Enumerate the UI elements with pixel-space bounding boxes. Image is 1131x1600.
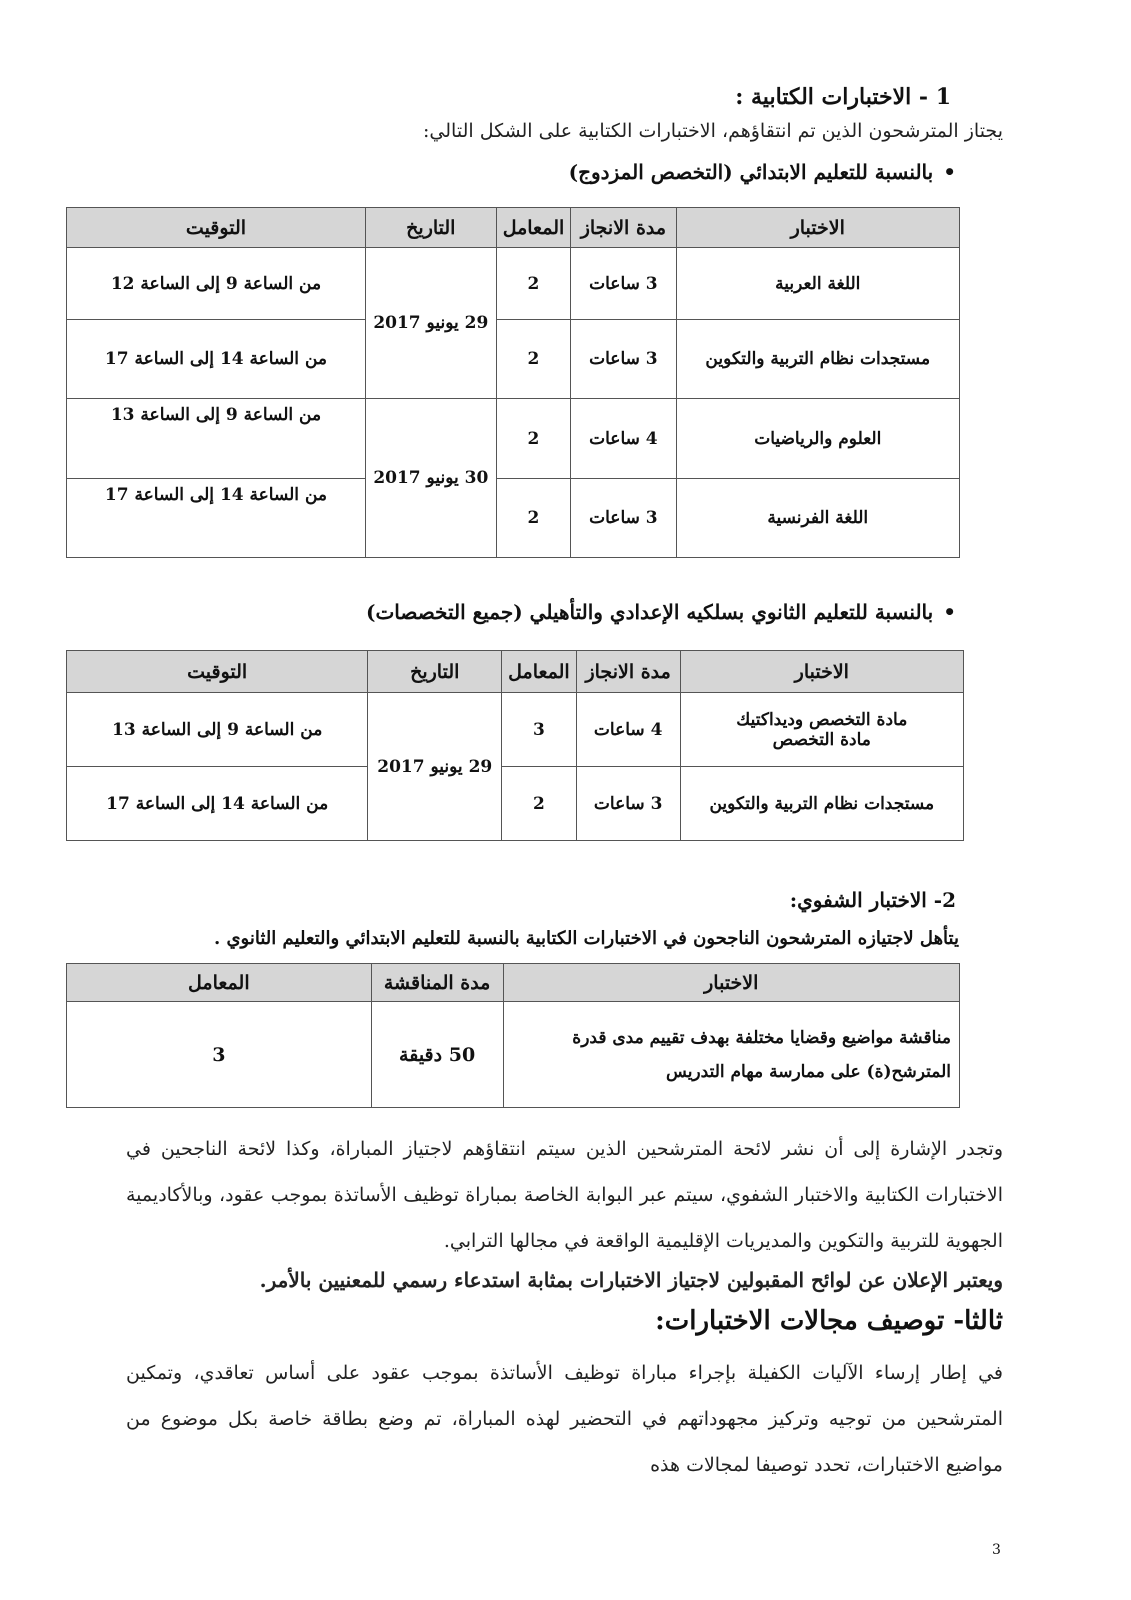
cell-exam-line2: مادة التخصص (772, 729, 871, 750)
cell-exam: اللغة العربية (676, 248, 960, 320)
page-number: 3 (992, 1542, 1001, 1558)
table-row (67, 399, 960, 479)
table-row (67, 248, 960, 320)
note-announcement: ويعتبر الإعلان عن لوائح المقبولين لاجتياز الاختبارات بمثابة استدعاء رسمي للمعنيين بالأمر. (259, 1268, 1003, 1292)
header-coef: المعامل (67, 964, 372, 1002)
cell-duration: 4 ساعات (571, 399, 676, 479)
table-row (67, 693, 964, 767)
header-coef: المعامل (502, 651, 577, 693)
cell-coef: 2 (496, 399, 571, 479)
cell-exam: مستجدات نظام التربية والتكوين (680, 767, 963, 841)
bullet-primary (569, 160, 956, 184)
header-date: التاريخ (368, 651, 502, 693)
cell-coef: 3 (502, 693, 577, 767)
cell-date: 29 يونيو 2017 (365, 248, 496, 399)
cell-coef: 2 (496, 320, 571, 399)
header-timing: التوقيت (67, 208, 366, 248)
table-row (67, 767, 964, 841)
cell-coef: 2 (496, 479, 571, 558)
header-coef: المعامل (496, 208, 571, 248)
cell-duration: 4 ساعات (576, 693, 680, 767)
section1-heading: 1 - الاختبارات الكتابية : (735, 84, 951, 110)
cell-exam: مستجدات نظام التربية والتكوين (676, 320, 960, 399)
cell-exam: اللغة الفرنسية (676, 479, 960, 558)
cell-timing: من الساعة 14 إلى الساعة 17 (67, 320, 366, 399)
note-paragraph: وتجدر الإشارة إلى أن نشر لائحة المترشحين الذين سيتم انتقاؤهم لاجتياز المباراة، وكذا لائحة الناجحين في الاختبارات الكتابية والاختبار الشفوي، سيتم عبر البوابة الخاصة بمباراة توظيف الأساتذة بموجب عقود، وبالأكاديمية الجهوية للتربية والتكوين والمديريات الإقليمية الواقعة في مجالها الترابي. (126, 1138, 1003, 1252)
bullet-secondary-label: بالنسبة للتعليم الثانوي بسلكيه الإعدادي والتأهيلي (جميع التخصصات) (365, 600, 934, 624)
cell-date: 29 يونيو 2017 (368, 693, 502, 841)
cell-timing: من الساعة 9 إلى الساعة 12 (67, 248, 366, 320)
primary-exam-table (66, 207, 960, 558)
cell-timing: من الساعة 14 إلى الساعة 17 (67, 767, 368, 841)
cell-duration: 3 ساعات (571, 479, 676, 558)
oral-exam-table (66, 963, 960, 1108)
bullet-secondary (366, 600, 956, 624)
cell-coef: 2 (502, 767, 577, 841)
header-exam: الاختبار (676, 208, 960, 248)
oral-heading: 2- الاختبار الشفوي: (789, 888, 956, 912)
header-duration: مدة الانجاز (576, 651, 680, 693)
cell-duration: 50 دقيقة (371, 1002, 503, 1108)
cell-coef: 3 (67, 1002, 372, 1108)
cell-duration: 3 ساعات (576, 767, 680, 841)
cell-exam: العلوم والرياضيات (676, 399, 960, 479)
oral-qualification: يتأهل لاجتيازه المترشحون الناجحون في الاختبارات الكتابية بالنسبة للتعليم الابتدائي والتعليم الثانوي . (213, 928, 959, 949)
table-header-row (67, 964, 960, 1002)
cell-timing: من الساعة 14 إلى الساعة 17 (67, 479, 366, 558)
section3-body: في إطار إرساء الآليات الكفيلة بإجراء مباراة توظيف الأساتذة بموجب عقود على أساس تعاقدي، وتمكين المترشحين من توجيه وتركيز مجهوداتهم في التحضير لهذه المباراة، تم وضع بطاقة خاصة بكل موضوع من مواضيع الاختبارات، تحدد توصيفا لمجالات هذه (126, 1362, 1003, 1476)
cell-timing: من الساعة 9 إلى الساعة 13 (67, 693, 368, 767)
header-exam: الاختبار (680, 651, 963, 693)
bullet-dot-icon: • (943, 600, 956, 624)
cell-duration: 3 ساعات (571, 248, 676, 320)
section3-heading: ثالثا- توصيف مجالات الاختبارات: (655, 1306, 1003, 1336)
bullet-dot-icon: • (943, 160, 956, 184)
header-timing: التوقيت (67, 651, 368, 693)
cell-date: 30 يونيو 2017 (365, 399, 496, 558)
header-duration: مدة الانجاز (571, 208, 676, 248)
table-row (67, 320, 960, 399)
header-duration: مدة المناقشة (371, 964, 503, 1002)
cell-coef: 2 (496, 248, 571, 320)
cell-timing: من الساعة 9 إلى الساعة 13 (67, 399, 366, 479)
cell-duration: 3 ساعات (571, 320, 676, 399)
cell-exam: مناقشة مواضيع وقضايا مختلفة بهدف تقييم مدى قدرة المترشح(ة) على ممارسة مهام التدريس (503, 1002, 959, 1108)
table-header-row (67, 208, 960, 248)
cell-exam (680, 693, 963, 767)
cell-exam-line1: مادة التخصص وديداكتيك (736, 709, 908, 730)
table-header-row (67, 651, 964, 693)
header-exam: الاختبار (503, 964, 959, 1002)
table-row (67, 479, 960, 558)
section1-intro: يجتاز المترشحون الذين تم انتقاؤهم، الاختبارات الكتابية على الشكل التالي: (423, 120, 1003, 142)
table-row (67, 1002, 960, 1108)
header-date: التاريخ (365, 208, 496, 248)
bullet-primary-label: بالنسبة للتعليم الابتدائي (التخصص المزدوج) (568, 160, 934, 184)
secondary-exam-table (66, 650, 964, 841)
